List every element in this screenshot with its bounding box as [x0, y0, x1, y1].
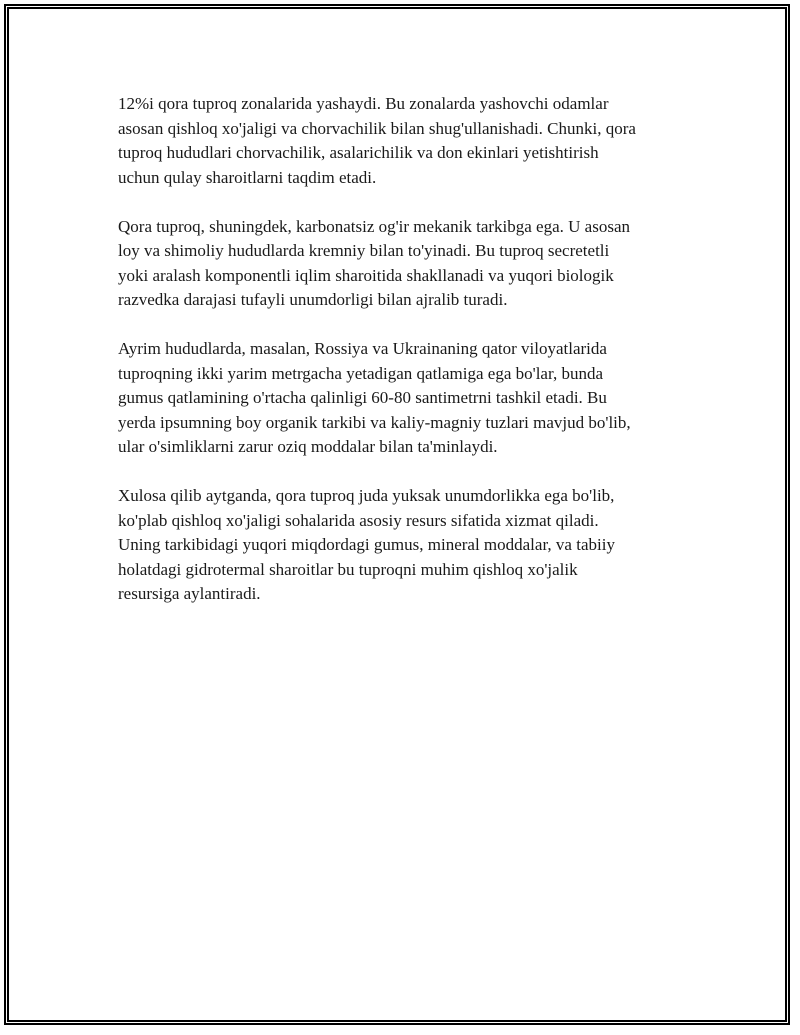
document-body [118, 92, 688, 631]
paragraph-2: Qora tuproq, shuningdek, karbonatsiz og'ir mekanik tarkibga ega. U asosan loy va shimoliy hududlarda kremniy bilan to'yinadi. Bu tuproq secretetli yoki aralash komponentli iqlim sharoitida shakllanadi va yuqori biologik razvedka darajasi tufayli unumdorligi bilan ajralib turadi. [118, 216, 630, 309]
paragraph-4: Xulosa qilib aytganda, qora tuproq juda yuksak unumdorlikka ega bo'lib, ko'plab qishloq xo'jaligi sohalarida asosiy resurs sifatida xizmat qiladi. Uning tarkibidagi yuqori miqdordagi gumus, mineral moddalar, va tabiiy holatdagi gidrotermal sharoitlar bu tuproqni muhim qishloq xo'jalik resursiga aylantiradi. [118, 486, 615, 603]
paragraph-3: Ayrim hududlarda, masalan, Rossiya va Ukrainaning qator viloyatlarida tuproqning ikki yarim metrgacha yetadigan qatlamiga ega bo'lar, bunda gumus qatlamining o'rtacha qalinligi 60-80 santimetrni tashkil etadi. Bu yerda ipsumning boy organik tarkibi va kaliy-magniy tuzlari mavjud bo'lib, ular o'simliklarni zarur oziq moddalar bilan ta'minlaydi. [118, 339, 631, 456]
paragraph-1: 12%i qora tuproq zonalarida yashaydi. Bu zonalarda yashovchi odamlar asosan qishloq xo'jaligi va chorvachilik bilan shug'ullanishadi. Chunki, qora tuproq hududlari chorvachilik, asalarichilik va don ekinlari yetishtirish uchun qulay sharoitlarni taqdim etadi. [118, 94, 636, 187]
